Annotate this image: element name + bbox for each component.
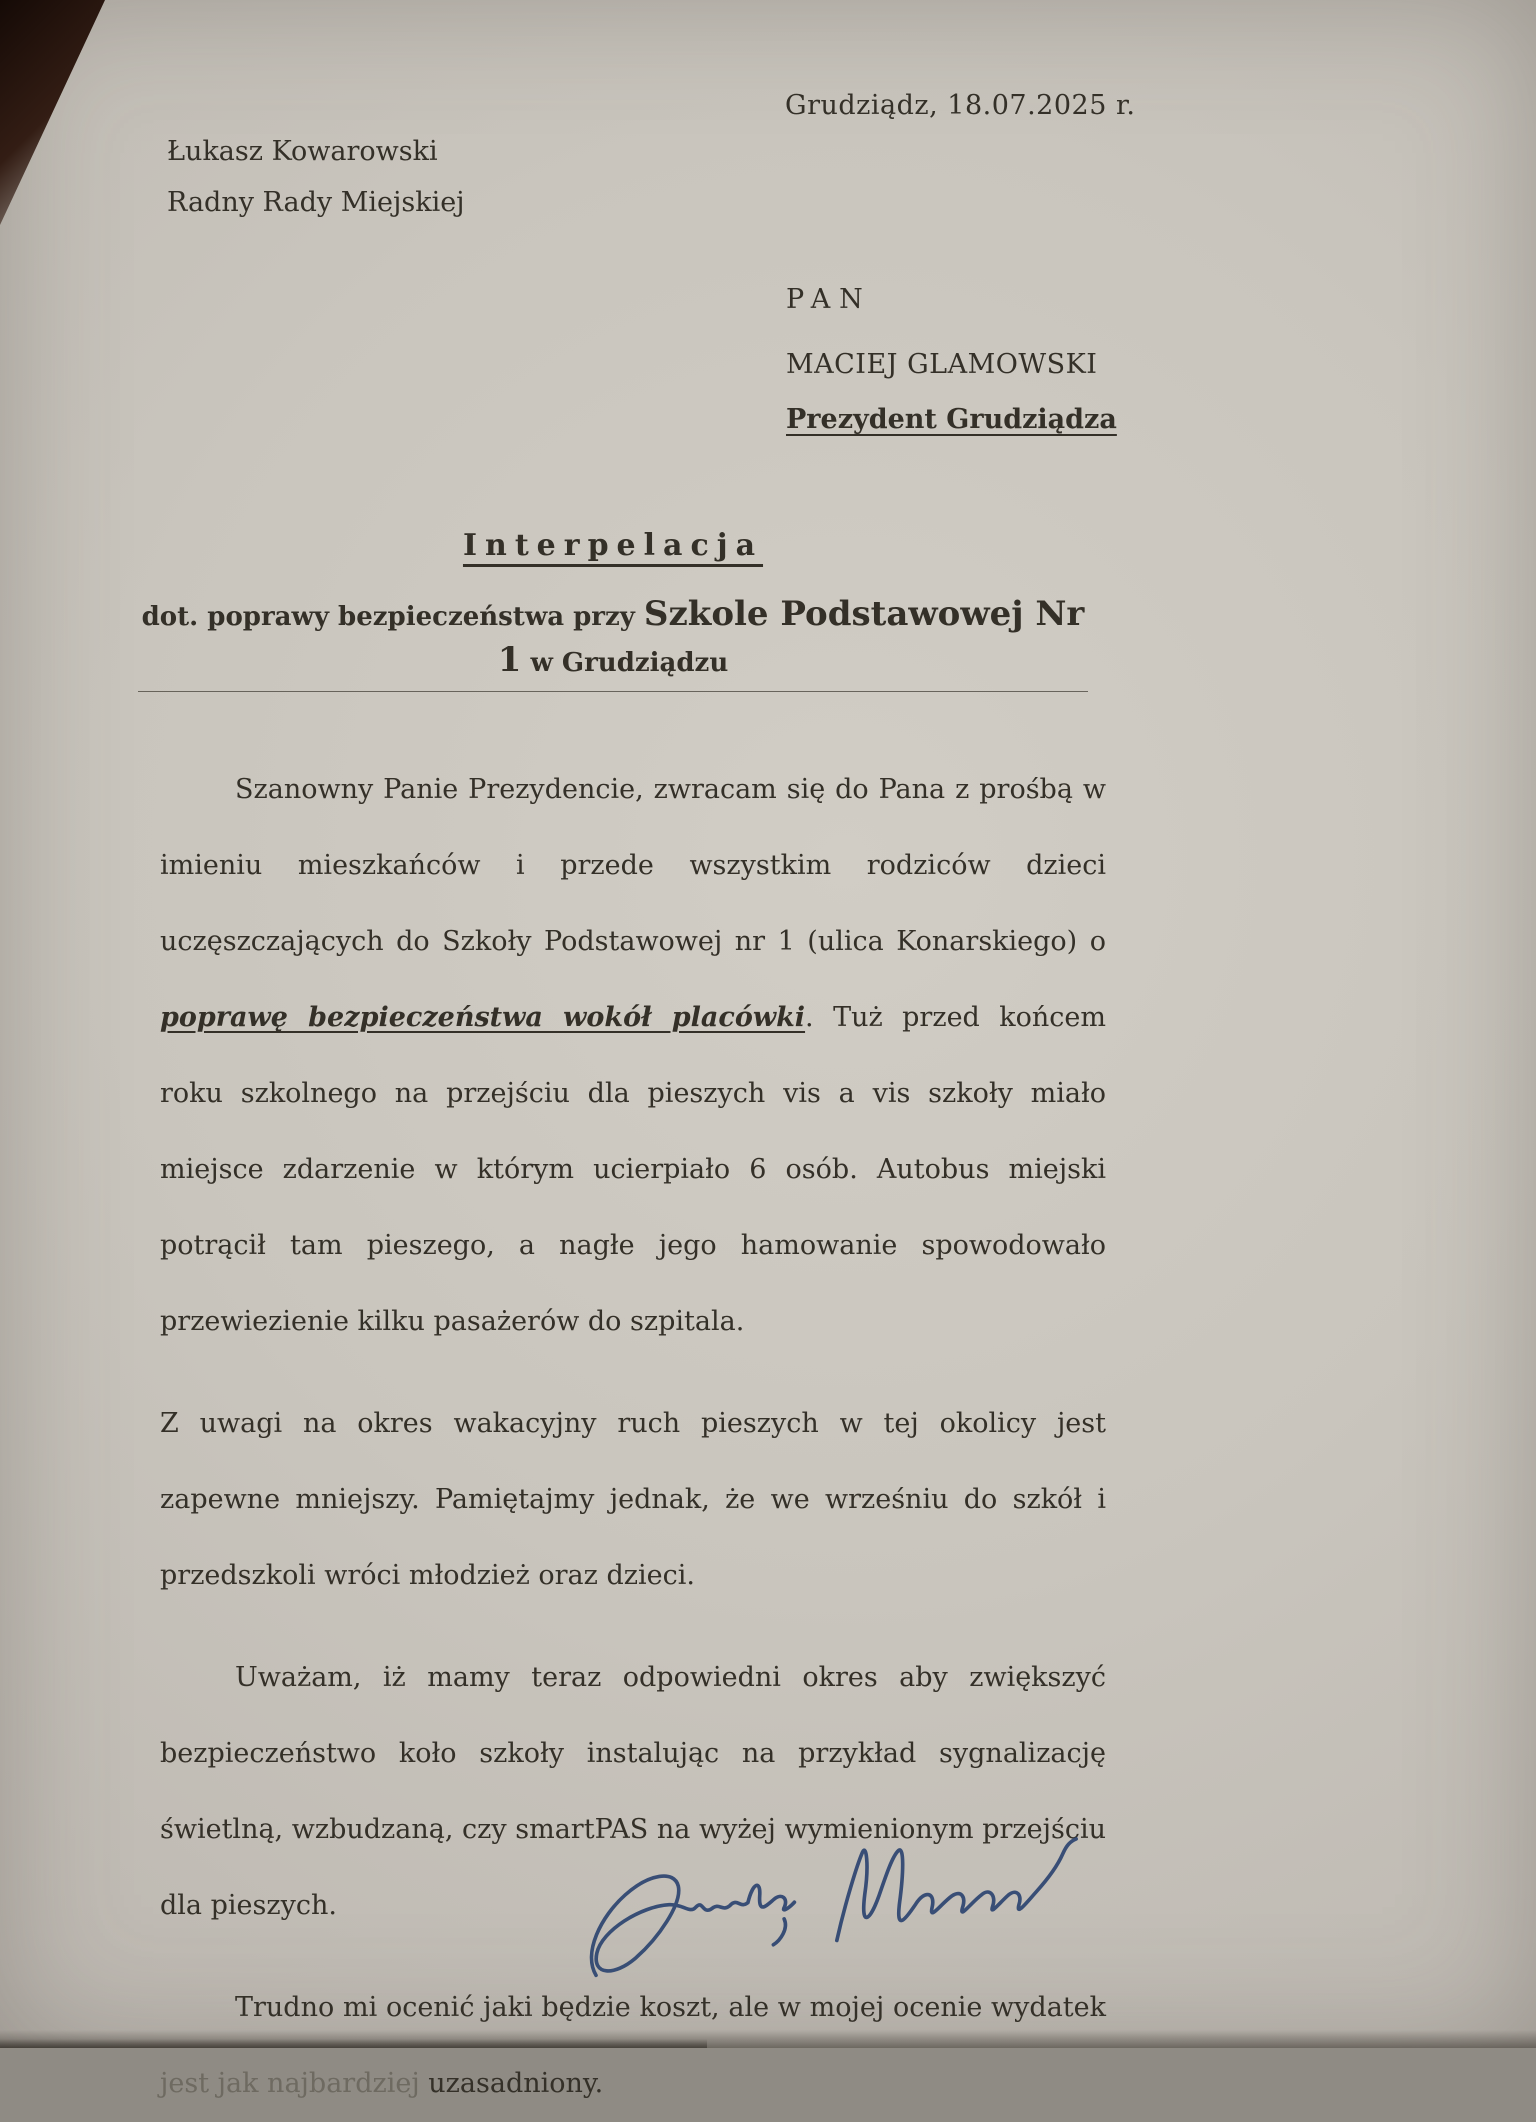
paragraph-4-text: Trudno mi ocenić jaki będzie koszt, ale w mojej ocenie wydatek (235, 1992, 1106, 2023)
sender-name: Łukasz Kowarowski (167, 136, 438, 167)
letter-subject (138, 594, 1088, 692)
paragraph-1-continuation: . Tuż przed końcem roku szkolnego na przejściu dla pieszych vis a vis szkoły miało miejsce zdarzenie w którym ucierpiało 6 osób. Autobus miejski potrącił tam pieszego, a nagłe jego hamowanie spowodowało przewiezienie kilku pasażerów do szpitala. (160, 1002, 1106, 1337)
letter-title: Interpelacja (462, 528, 764, 563)
title-block (138, 528, 1088, 692)
recipient-name: MACIEJ GLAMOWSKI (786, 349, 1098, 380)
paragraph-4-end: uzasadniony. (419, 2068, 604, 2099)
subject-prefix: dot. poprawy bezpieczeństwa przy (141, 602, 644, 632)
paragraph-1-text: Szanowny Panie Prezydencie, zwracam się do Pana z prośbą w imieniu mieszkańców i przede wszystkim rodziców dzieci uczęszczających do Szkoły Podstawowej nr 1 (ulica Konarskiego) o (160, 774, 1106, 957)
photo-corner-dark-edge (0, 0, 150, 260)
handwritten-signature (568, 1828, 1102, 2040)
paragraph-1 (160, 752, 1106, 1360)
paragraph-3: Uważam, iż mamy teraz odpowiedni okres aby zwiększyć bezpieczeństwo koło szkoły instalując na przykład sygnalizację świetlną, wzbudzaną, czy smartPAS na wyżej wymienionym przejściu dla pieszych. (160, 1662, 1106, 1921)
recipient-title: Prezydent Grudziądza (786, 404, 1117, 435)
paragraph-1-emphasis: poprawę bezpieczeństwa wokół placówki (160, 1002, 806, 1033)
paragraph-4-faded-text: jest jak najbardziej (160, 2068, 420, 2099)
subject-school-name: Szkole Podstawowej Nr 1 (497, 594, 1085, 680)
sender-title: Radny Rady Miejskiej (167, 187, 465, 218)
recipient-salutation: PAN (786, 284, 872, 315)
date-line: Grudziądz, 18.07.2025 r. (785, 90, 1136, 121)
paragraph-2: Z uwagi na okres wakacyjny ruch pieszych w tej okolicy jest zapewne mniejszy. Pamiętajmy jednak, że we wrześniu do szkół i przedszkoli wróci młodzież oraz dzieci. (160, 1408, 1106, 1591)
subject-suffix: w Grudziądzu (521, 648, 729, 678)
photo-bottom-left-edge (0, 2039, 707, 2048)
signature-ink-stroke (568, 1828, 1102, 2040)
